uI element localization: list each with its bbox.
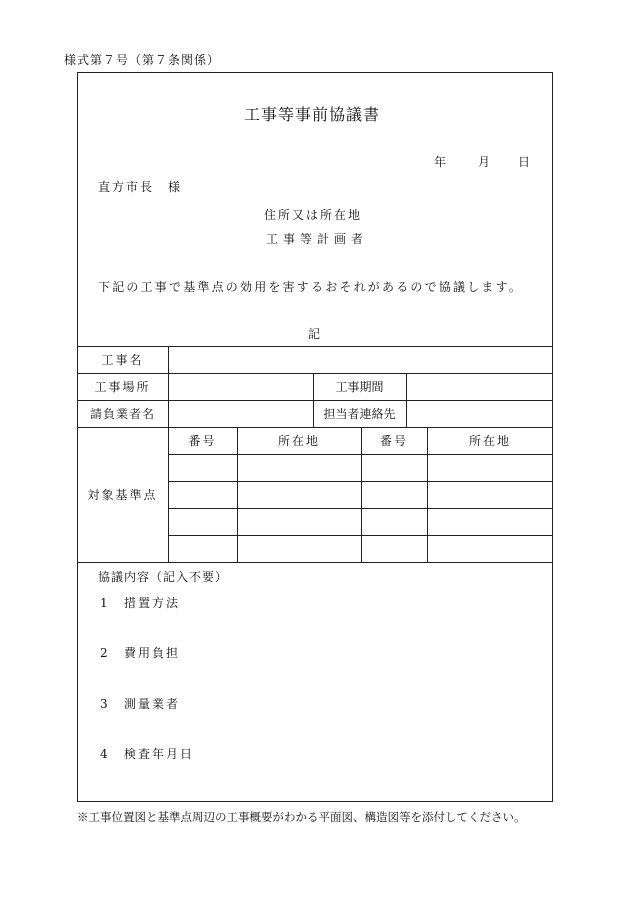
date-day: 日 xyxy=(518,155,531,169)
table-line xyxy=(77,562,553,563)
page-title: 工事等事前協議書 xyxy=(244,105,381,124)
construction-period-label: 工事期間 xyxy=(335,380,384,394)
consult-item-label: 測量業者 xyxy=(124,697,181,711)
benchmark-label: 対象基準点 xyxy=(87,488,158,502)
intro-text: 下記の工事で基準点の効用を害するおそれがあるので協議します。 xyxy=(98,280,524,294)
consult-header: 協議内容（記入不要） xyxy=(98,570,229,584)
form-id: 様式第７号（第７条関係） xyxy=(64,53,221,67)
construction-name-label: 工事名 xyxy=(101,353,144,367)
contractor-label: 請負業者名 xyxy=(89,407,155,421)
consult-item-num: 2 xyxy=(100,646,108,660)
planner-label: 工事等計画者 xyxy=(266,232,369,246)
consult-item-label: 費用負担 xyxy=(124,646,181,660)
date-year: 年 xyxy=(434,155,447,169)
consult-item-num: 3 xyxy=(100,697,108,711)
date-month: 月 xyxy=(478,155,491,169)
consult-item-num: 1 xyxy=(100,596,108,610)
contact-label: 担当者連絡先 xyxy=(323,407,396,421)
construction-place-label: 工事場所 xyxy=(94,380,151,394)
addressee: 直方市長 様 xyxy=(98,180,183,194)
benchmark-location-header: 所在地 xyxy=(277,434,320,448)
consult-item-label: 措置方法 xyxy=(124,596,181,610)
consult-item-num: 4 xyxy=(100,747,108,761)
consult-item-label: 検査年月日 xyxy=(124,747,195,761)
ki-label: 記 xyxy=(308,327,321,341)
table-line xyxy=(406,373,407,427)
benchmark-location-header: 所在地 xyxy=(468,434,511,448)
benchmark-number-header: 番号 xyxy=(188,434,217,448)
address-label: 住所又は所在地 xyxy=(264,208,363,222)
footnote: ※工事位置図と基準点周辺の工事概要がわかる平面図、構造図等を添付してください。 xyxy=(77,810,526,824)
benchmark-number-header: 番号 xyxy=(379,434,408,448)
table-line xyxy=(168,346,169,562)
